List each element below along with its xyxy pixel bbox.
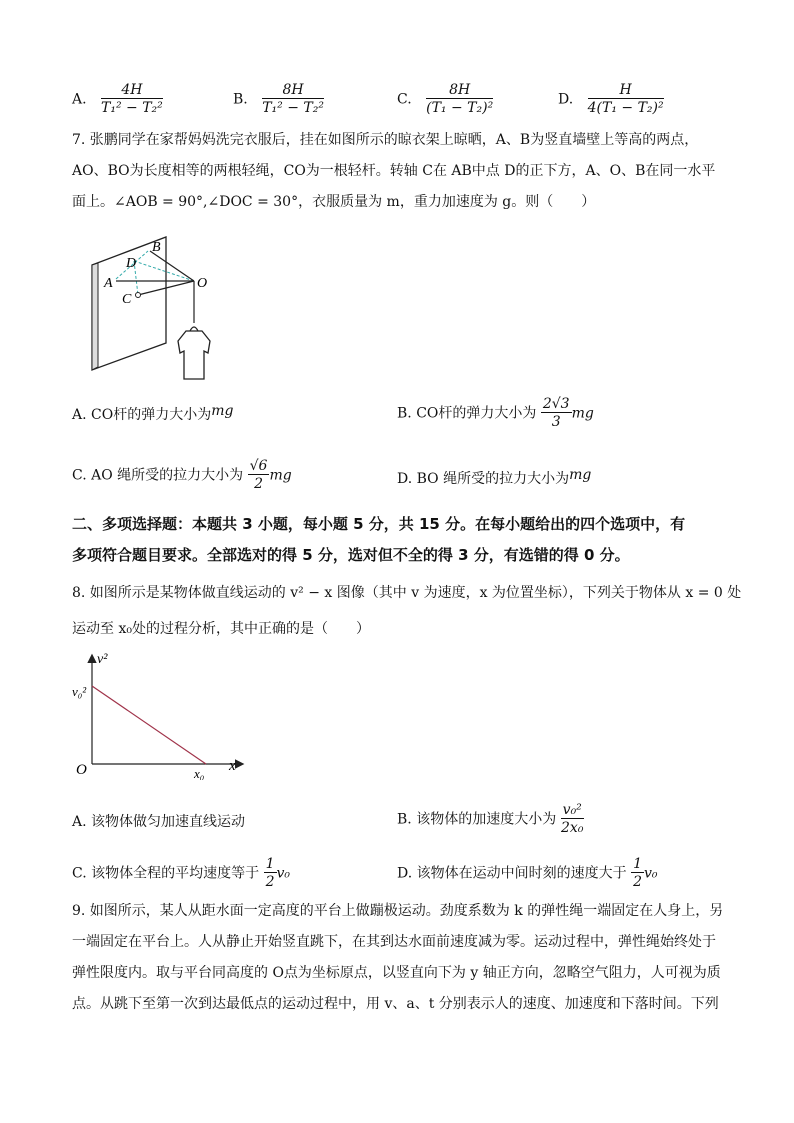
q6-b-denominator: T₁² − T₂² xyxy=(262,100,324,116)
q7-figure xyxy=(86,235,226,385)
q6-a-denominator: T₁² − T₂² xyxy=(101,100,163,116)
q6-d-numerator: H xyxy=(588,82,664,99)
label-c: C xyxy=(122,292,132,307)
q6-a-numerator: 4H xyxy=(101,82,163,99)
origin-label: O xyxy=(76,762,87,778)
q6-option-c: C. $\frac{8H}{\text{(T₁ − T₂)²}}$ xyxy=(397,82,494,116)
q6-option-b: B. $\frac{8H}{\text{T₁² − T₂²}}$ xyxy=(233,82,324,116)
q9-stem-line3: 弹性限度内。取与平台同高度的 O点为坐标原点，以竖直向下为 y 轴正方向，忽略空气阻力，人可视为质 xyxy=(72,965,721,981)
q9-stem-line2: 一端固定在平台上。人从静止开始竖直跳下，在其到达水面前速度减为零。运动过程中，弹性绳始终处于 xyxy=(72,934,716,950)
q8-option-c: C. 该物体全程的平均速度等于 $\frac{1}{2}$ v₀ xyxy=(72,856,291,890)
section2-heading-line1: 二、多项选择题：本题共 3 小题，每小题 5 分，共 15 分。在每小题给出的四个选项中，有 xyxy=(72,515,686,533)
label-o: O xyxy=(197,276,208,291)
q9-stem-line1: 9. 如图所示，某人从距水面一定高度的平台上做蹦极运动。劲度系数为 k 的弹性绳一端固定在人身上，另 xyxy=(72,903,724,919)
shirt-icon xyxy=(178,331,210,379)
q6-option-d: D. $\frac{H}{\text{4(T₁ − T₂)²}}$ xyxy=(558,82,664,116)
q7-stem-line3: 面上。∠AOB = 90°,∠DOC = 30°，衣服质量为 m，重力加速度为 g。则（ ） xyxy=(72,194,596,210)
q8-graph xyxy=(70,648,250,780)
label-d: D xyxy=(126,256,137,271)
graph-line xyxy=(92,686,206,764)
q8-option-d: D. 该物体在运动中间时刻的速度大于 $\frac{1}{2}$ v₀ xyxy=(397,856,658,890)
y-axis-label: v² xyxy=(97,652,108,667)
q6-c-numerator: 8H xyxy=(426,82,493,99)
wall-side xyxy=(92,263,98,370)
q6-d-denominator: 4(T₁ − T₂)² xyxy=(587,100,664,116)
q9-stem-line4: 点。从跳下至第一次到达最低点的运动过程中，用 v、a、t 分别表示人的速度、加速度和下落时间。下列 xyxy=(72,996,719,1012)
q8-option-b: B. 该物体的加速度大小为 $\frac{\text{v₀²}}{\text{2x₀}}$ xyxy=(397,802,584,836)
q7-stem-line1: 7. 张鹏同学在家帮妈妈洗完衣服后，挂在如图所示的晾衣架上晾晒，A、B为竖直墙壁上等高的两点， xyxy=(72,132,699,148)
label-a: A xyxy=(104,276,113,291)
q7-option-c: C. AO 绳所受的拉力大小为 $\frac{√6}{2}$ mg xyxy=(72,458,292,492)
q6-c-denominator: (T₁ − T₂)² xyxy=(426,100,494,116)
q7-option-a: A. CO杆的弹力大小为mg xyxy=(72,403,234,423)
x0-label: x₀ xyxy=(194,766,205,780)
q6-b-numerator: 8H xyxy=(262,82,324,99)
q8-option-a: A. 该物体做匀加速直线运动 xyxy=(72,814,246,830)
y0-label: v₀² xyxy=(72,684,87,699)
q7-option-d: D. BO 绳所受的拉力大小为mg xyxy=(397,467,592,487)
q7-option-b: B. CO杆的弹力大小为 $\frac{2√3}{3}$ mg xyxy=(397,396,594,430)
section2-heading-line2: 多项符合题目要求。全部选对的得 5 分，选对但不全的得 3 分，有选错的得 0 分。 xyxy=(72,546,630,564)
pivot-c xyxy=(136,293,141,298)
q6-option-a: A. $\frac{4H}{\text{T₁² − T₂²}}$ xyxy=(72,82,163,116)
q8-stem-line1: 8. 如图所示是某物体做直线运动的 v² − x 图像（其中 v 为速度，x 为位置坐标），下列关于物体从 x = 0 处 xyxy=(72,585,742,601)
q8-stem-line2: 运动至 x₀处的过程分析，其中正确的是（ ） xyxy=(72,621,370,637)
x-axis-label: x xyxy=(229,758,236,774)
q7-stem-line2: AO、BO为长度相等的两根轻绳，CO为一根轻杆。转轴 C在 AB中点 D的正下方，A、O、B在同一水平 xyxy=(72,163,716,179)
label-b: B xyxy=(152,240,161,255)
